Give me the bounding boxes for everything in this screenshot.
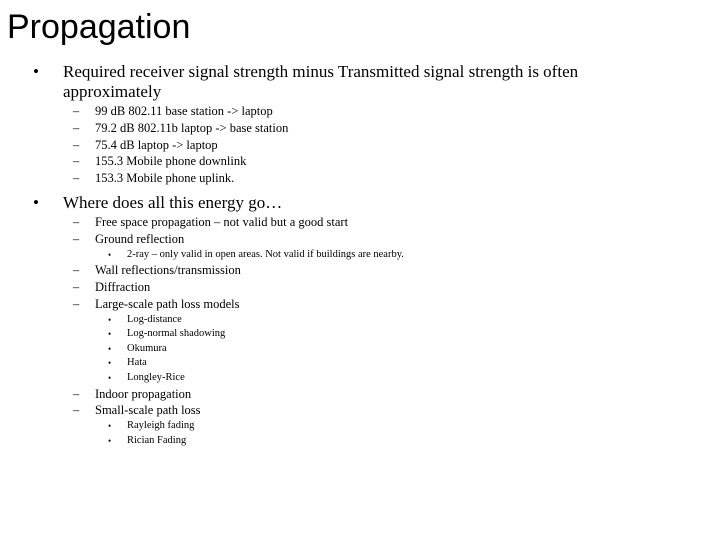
bullet-dot-icon: • <box>33 192 39 212</box>
list-item <box>0 342 720 357</box>
bullet-text: Required receiver signal strength minus Transmitted signal strength is often approximately <box>63 62 579 101</box>
bullet-item-signal-strength <box>0 62 673 102</box>
list-item-text: Free space propagation – not valid but a good start <box>95 214 349 229</box>
bullet-dot-icon: • <box>108 358 112 369</box>
list-item <box>0 231 720 248</box>
bullet-dot-icon: • <box>108 249 112 260</box>
bullet-text: Where does all this energy go… <box>63 192 283 212</box>
dash-icon: – <box>73 231 80 246</box>
slide-body <box>0 62 720 448</box>
dash-icon: – <box>73 386 80 401</box>
bullet-dot-icon: • <box>108 435 112 446</box>
list-item <box>0 248 720 263</box>
list-item-text: Indoor propagation <box>95 386 192 401</box>
list-item <box>0 262 720 279</box>
sublist-container <box>0 419 720 448</box>
list-item <box>0 137 720 154</box>
dash-icon: – <box>73 171 80 186</box>
dash-icon: – <box>73 214 80 229</box>
signal-strength-sublist <box>0 103 720 187</box>
ground-sublist <box>0 248 720 263</box>
bullet-dot-icon: • <box>108 329 112 340</box>
list-item <box>0 313 720 328</box>
small-scale-sublist <box>0 419 720 448</box>
list-item-text: Longley-Rice <box>127 371 185 383</box>
dash-icon: – <box>73 403 80 418</box>
list-item-text: 155.3 Mobile phone downlink <box>95 154 247 169</box>
list-item-text: Okumura <box>127 342 167 354</box>
bullet-dot-icon: • <box>108 314 112 325</box>
list-item-text: 75.4 dB laptop -> laptop <box>95 137 218 152</box>
list-item <box>0 103 720 120</box>
list-item-text: 99 dB 802.11 base station -> laptop <box>95 104 273 118</box>
dash-icon: – <box>73 263 80 278</box>
list-item-text: 153.3 Mobile phone uplink. <box>95 171 235 186</box>
large-scale-sublist <box>0 313 720 386</box>
list-item <box>0 371 720 386</box>
list-item <box>0 386 720 403</box>
dash-icon: – <box>73 137 80 152</box>
list-item <box>0 214 720 231</box>
list-item-text: Diffraction <box>95 279 151 294</box>
list-item <box>0 356 720 371</box>
list-item-text: Large-scale path loss models <box>95 296 240 311</box>
dash-icon: – <box>73 154 80 169</box>
list-item-text: Rician Fading <box>127 434 187 446</box>
list-item-text: Hata <box>127 357 147 369</box>
list-item <box>0 327 720 342</box>
list-item-text: Rayleigh fading <box>127 420 195 432</box>
bullet-dot-icon: • <box>108 343 112 354</box>
sublist-container <box>0 214 720 448</box>
dash-icon: – <box>73 296 80 311</box>
dash-icon: – <box>73 279 80 294</box>
bullet-dot-icon: • <box>108 372 112 383</box>
list-item <box>0 153 720 170</box>
list-item <box>0 402 720 419</box>
list-item <box>0 120 720 137</box>
list-item-text: Log-distance <box>127 313 182 325</box>
list-item <box>0 434 720 449</box>
list-item-text: 79.2 dB 802.11b laptop -> base station <box>95 120 289 135</box>
dash-icon: – <box>73 104 80 118</box>
bullet-dot-icon: • <box>108 421 112 432</box>
bullet-dot-icon: • <box>33 62 39 81</box>
list-item-text: Ground reflection <box>95 231 185 246</box>
list-item-text: Wall reflections/transmission <box>95 263 241 278</box>
list-item-text: Small-scale path loss <box>95 403 201 418</box>
dash-icon: – <box>73 120 80 135</box>
bullet-item-energy <box>0 193 673 213</box>
level1-list <box>0 62 720 448</box>
list-item <box>0 419 720 434</box>
sublist-container <box>0 313 720 386</box>
energy-sublist <box>0 214 720 448</box>
list-item <box>0 279 720 296</box>
sublist-container <box>0 103 720 187</box>
list-item <box>0 170 720 187</box>
list-item-text: 2-ray – only valid in open areas. Not valid if buildings are nearby. <box>127 248 404 260</box>
list-item-text: Log-normal shadowing <box>127 328 226 340</box>
sublist-container <box>0 248 720 263</box>
slide-title: Propagation <box>7 8 191 46</box>
list-item <box>0 296 720 313</box>
